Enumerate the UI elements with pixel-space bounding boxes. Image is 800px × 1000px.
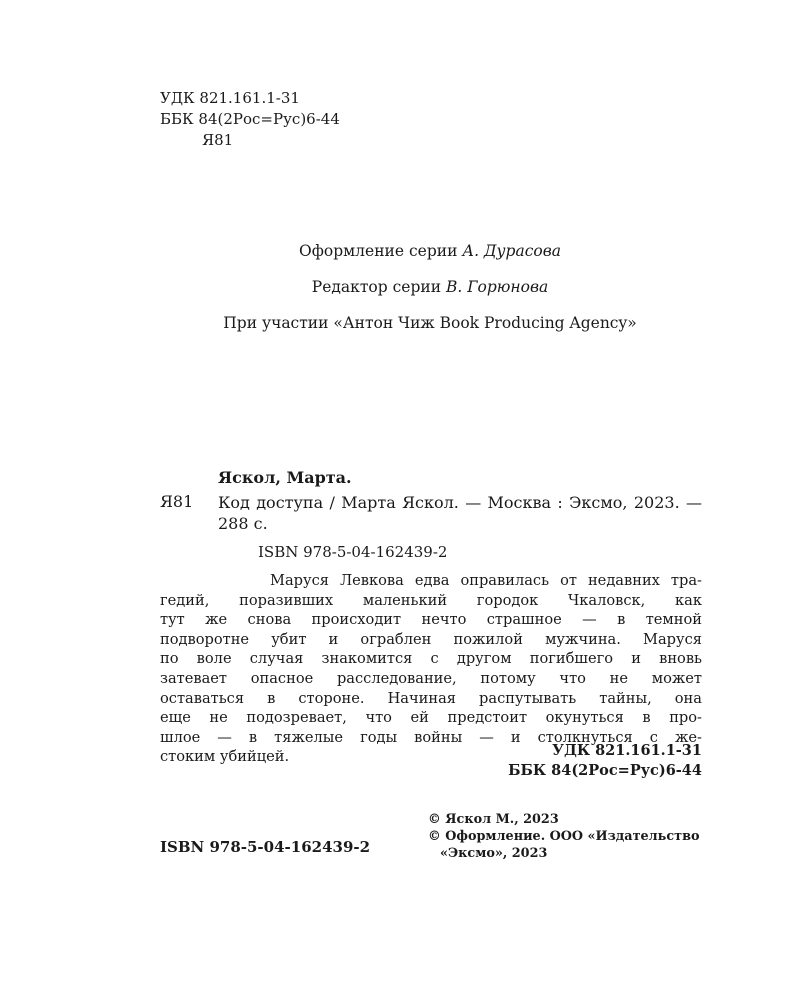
udk-code: УДК 821.161.1-31: [160, 89, 300, 107]
author-mark: Я81: [202, 131, 234, 149]
series-design-label: Оформление серии: [299, 242, 458, 260]
annotation-line: затевает опасное расследование, потому что не может: [160, 669, 702, 687]
bottom-classification-codes: [502, 741, 702, 781]
entry-author-mark: Я81: [160, 492, 194, 511]
entry-author: Яскол, Марта.: [218, 468, 352, 487]
copyright-author: © Яскол М., 2023: [428, 812, 559, 827]
bottom-bbk-code: ББК 84(2Рос=Рус)6-44: [508, 762, 702, 779]
series-editor-credit: [0, 278, 800, 296]
annotation-line: гедий, поразивших маленький городок Чкаловск, как: [160, 591, 702, 609]
series-editor-label: Редактор серии: [311, 278, 442, 296]
annotation-line: подворотне убит и ограблен пожилой мужчина. Маруся: [160, 630, 702, 648]
series-design-credit: [0, 242, 800, 260]
annotation-line: по воле случая знакомится с другом погибшего и вновь: [160, 650, 702, 668]
annotation-line: Маруся Левкова едва оправилась от недавних тра-: [270, 572, 702, 589]
copyright-block: [428, 811, 700, 862]
bottom-udk-code: УДК 821.161.1-31: [552, 742, 702, 759]
series-design-name: А. Дурасова: [462, 242, 561, 260]
entry-isbn: ISBN 978-5-04-162439-2: [258, 543, 448, 561]
annotation-line: стоким убийцей.: [160, 748, 290, 766]
copyright-design-line1: © Оформление. ООО «Издательство: [428, 829, 700, 844]
annotation-line: тут же снова происходит нечто страшное — в темной: [160, 611, 702, 629]
annotation-line: шлое — в тяжелые годы войны — и столкнуться с же-: [160, 728, 702, 746]
bbk-code: ББК 84(2Рос=Рус)6-44: [160, 110, 340, 128]
series-editor-name: В. Горюнова: [446, 278, 549, 296]
annotation-line: оставаться в стороне. Начиная распутывать тайны, она: [160, 689, 702, 707]
isbn-bottom: ISBN 978-5-04-162439-2: [160, 838, 371, 856]
top-classification-codes: [160, 88, 340, 151]
annotation-line: еще не подозревает, что ей предстоит окунуться в про-: [160, 709, 702, 727]
entry-description: Код доступа / Марта Яскол. — Москва : Эксмо, 2023. — 288 с.: [218, 493, 702, 533]
annotation: [160, 571, 702, 767]
copyright-design-line2: «Эксмо», 2023: [440, 846, 548, 861]
participation-credit: При участии «Антон Чиж Book Producing Agency»: [223, 314, 637, 332]
